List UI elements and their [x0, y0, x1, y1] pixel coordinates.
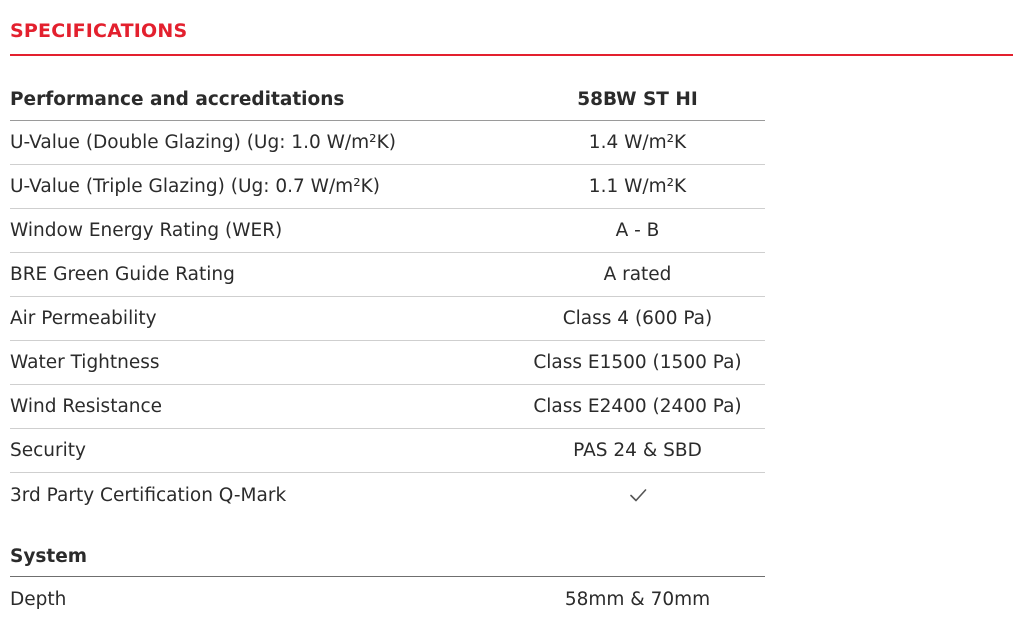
spec-value: PAS 24 & SBD [573, 440, 702, 461]
table-row [10, 121, 765, 165]
spec-value: A - B [615, 220, 660, 241]
spec-value: 58mm & 70mm [564, 588, 711, 610]
spec-label: Water Tightness [10, 352, 160, 373]
product-column-header: 58BW ST HI [577, 88, 698, 110]
spec-value [510, 484, 765, 506]
table-row [10, 473, 765, 517]
system-header-label: System [10, 546, 88, 567]
performance-header-row [10, 78, 765, 121]
spec-label: BRE Green Guide Rating [10, 264, 235, 285]
spec-label: Depth [10, 588, 67, 610]
heading-divider [10, 54, 1013, 56]
checkmark-icon [627, 484, 649, 506]
table-row [10, 385, 765, 429]
spec-label: Air Permeability [10, 308, 157, 329]
spec-value: Class 4 (600 Pa) [562, 308, 713, 329]
spec-value: Class E1500 (1500 Pa) [533, 352, 742, 373]
table-row [10, 577, 765, 621]
system-header-row [10, 517, 765, 577]
table-row [10, 297, 765, 341]
table-row [10, 253, 765, 297]
spec-value: 1.1 W/m²K [588, 176, 687, 197]
spec-label: U-Value (Triple Glazing) (Ug: 0.7 W/m²K) [10, 176, 380, 197]
spec-value: 1.4 W/m²K [588, 132, 687, 153]
spec-label: Window Energy Rating (WER) [10, 220, 283, 241]
spec-label: Security [10, 440, 86, 461]
table-row [10, 341, 765, 385]
spec-value: Class E2400 (2400 Pa) [533, 396, 742, 417]
page-heading: SPECIFICATIONS [10, 20, 188, 42]
table-row [10, 165, 765, 209]
table-row [10, 429, 765, 473]
spec-value: A rated [603, 264, 672, 285]
performance-header-label: Performance and accreditations [10, 88, 345, 110]
table-row [10, 209, 765, 253]
specifications-table [10, 78, 765, 621]
spec-label: 3rd Party Certification Q-Mark [10, 484, 287, 506]
spec-label: Wind Resistance [10, 396, 163, 417]
spec-label: U-Value (Double Glazing) (Ug: 1.0 W/m²K) [10, 132, 396, 153]
